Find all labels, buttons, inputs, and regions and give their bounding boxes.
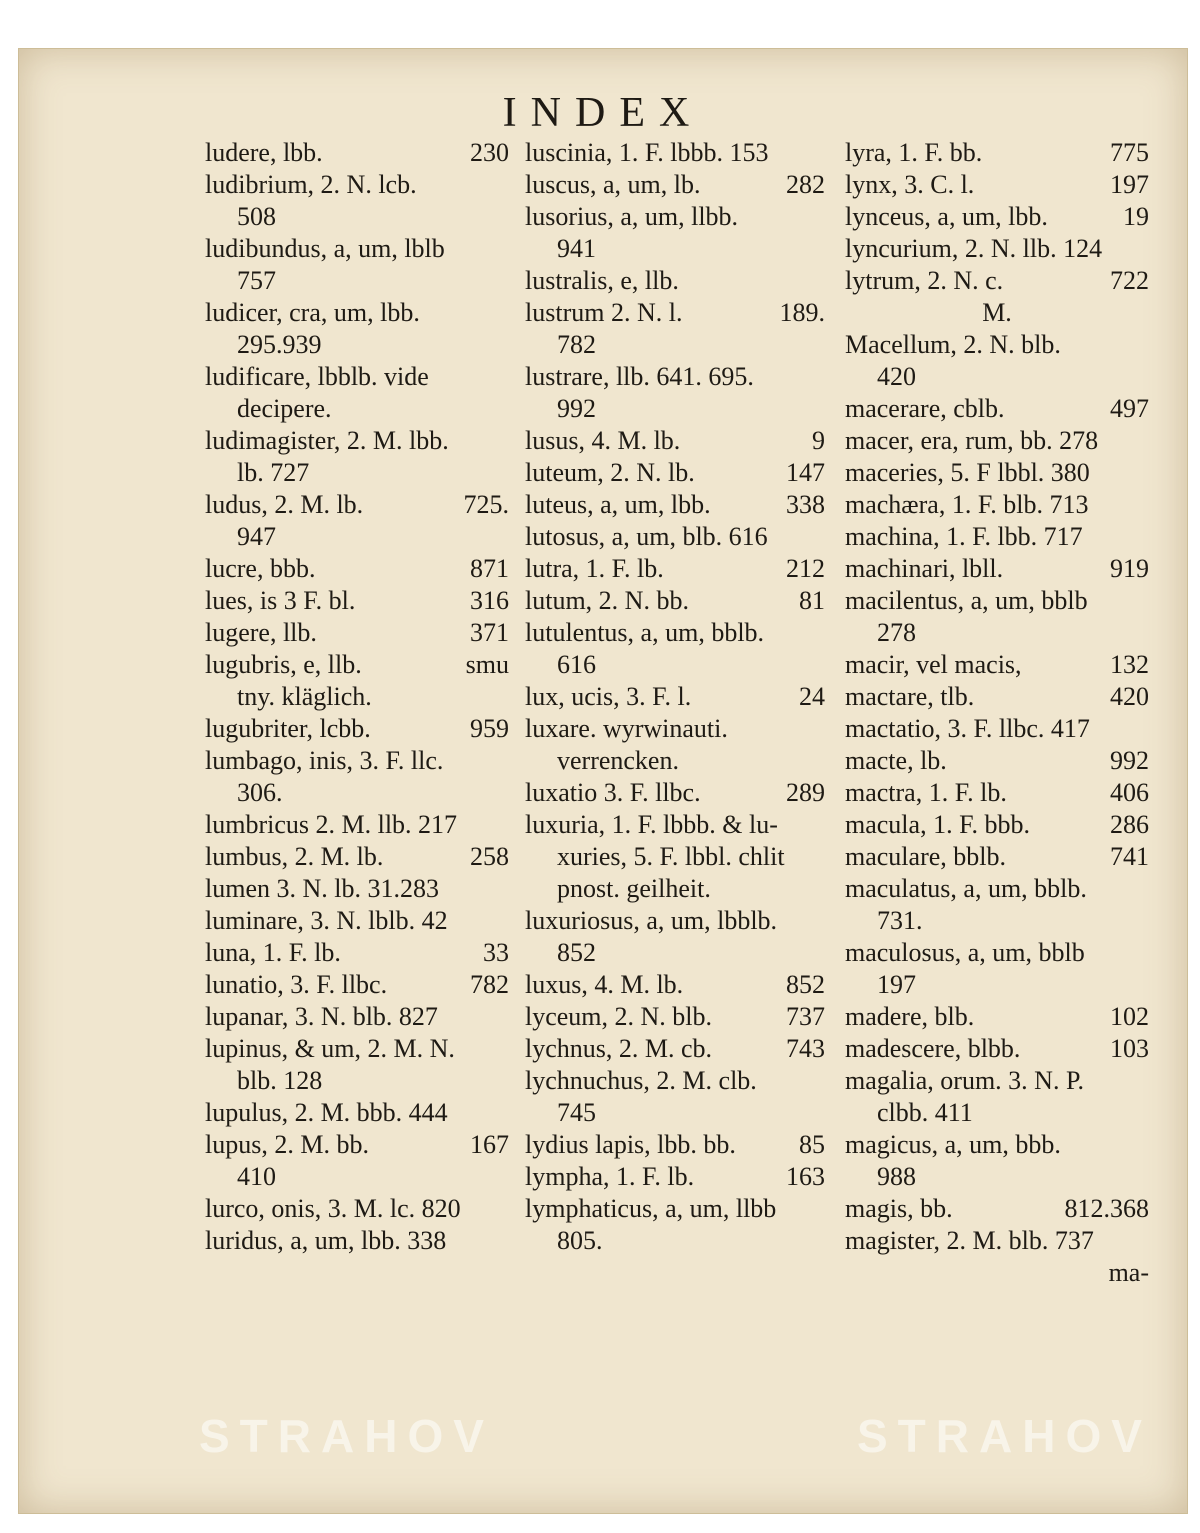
index-entry bbox=[525, 681, 825, 713]
index-entry bbox=[525, 425, 825, 457]
entry-page-number: 722 bbox=[1110, 266, 1149, 295]
index-entry bbox=[525, 1065, 825, 1097]
entry-page-number: 919 bbox=[1110, 554, 1149, 583]
entry-text: lusorius, a, um, llbb. bbox=[525, 202, 739, 231]
entry-text: magicus, a, um, bbb. bbox=[845, 1130, 1061, 1159]
watermark-left: STRAHOV bbox=[199, 1410, 494, 1462]
index-entry bbox=[205, 937, 509, 969]
entry-text: machæra, 1. F. blb. 713 bbox=[845, 490, 1089, 519]
entry-text: lumbus, 2. M. lb. bbox=[205, 842, 384, 871]
index-entry bbox=[525, 1097, 825, 1129]
entry-text: 197 bbox=[877, 970, 916, 999]
entry-text: ludibundus, a, um, lblb bbox=[205, 234, 445, 263]
index-entry bbox=[845, 297, 1149, 329]
entry-text: 947 bbox=[237, 522, 276, 551]
index-entry bbox=[525, 489, 825, 521]
entry-text: lutosus, a, um, blb. 616 bbox=[525, 522, 768, 551]
index-entry bbox=[845, 1129, 1149, 1161]
index-entry bbox=[525, 457, 825, 489]
entry-page-number: 420 bbox=[1110, 682, 1149, 711]
entry-page-number: 371 bbox=[470, 618, 509, 647]
book-page bbox=[18, 48, 1188, 1514]
entry-page-number: 812.368 bbox=[1064, 1194, 1149, 1223]
entry-text: luxare. wyrwinauti. bbox=[525, 714, 728, 743]
entry-text: maculatus, a, um, bblb. bbox=[845, 874, 1087, 903]
entry-text: lustrare, llb. 641. 695. bbox=[525, 362, 754, 391]
index-entry bbox=[845, 233, 1149, 265]
entry-page-number: 282 bbox=[786, 170, 825, 199]
entry-text: macula, 1. F. bbb. bbox=[845, 810, 1030, 839]
entry-page-number: 197 bbox=[1110, 170, 1149, 199]
entry-page-number: 871 bbox=[470, 554, 509, 583]
index-entry bbox=[525, 233, 825, 265]
index-entry bbox=[845, 585, 1149, 617]
index-entry bbox=[205, 1033, 509, 1065]
index-entry bbox=[205, 873, 509, 905]
entry-text: madescere, blbb. bbox=[845, 1034, 1021, 1063]
entry-text: lyncurium, 2. N. llb. 124 bbox=[845, 234, 1103, 263]
index-entry bbox=[205, 1129, 509, 1161]
index-entry bbox=[845, 809, 1149, 841]
entry-text: ludimagister, 2. M. lbb. bbox=[205, 426, 449, 455]
entry-text: ludicer, cra, um, lbb. bbox=[205, 298, 420, 327]
entry-page-number: 725. bbox=[463, 490, 509, 519]
entry-page-number: 163 bbox=[786, 1162, 825, 1191]
entry-text: lynceus, a, um, lbb. bbox=[845, 202, 1048, 231]
entry-page-number: 775 bbox=[1110, 138, 1149, 167]
entry-text: lympha, 1. F. lb. bbox=[525, 1162, 695, 1191]
index-entry bbox=[205, 297, 509, 329]
entry-text: ludibrium, 2. N. lcb. bbox=[205, 170, 417, 199]
index-entry bbox=[525, 329, 825, 361]
entry-text: lychnus, 2. M. cb. bbox=[525, 1034, 713, 1063]
index-entry bbox=[525, 297, 825, 329]
index-entry bbox=[845, 1225, 1149, 1257]
entry-page-number: 85 bbox=[799, 1130, 825, 1159]
index-entry bbox=[525, 1001, 825, 1033]
entry-text: lucre, bbb. bbox=[205, 554, 316, 583]
index-entry bbox=[525, 777, 825, 809]
index-entry bbox=[205, 233, 509, 265]
entry-page-number: 992 bbox=[1110, 746, 1149, 775]
entry-text: lupanar, 3. N. blb. 827 bbox=[205, 1002, 438, 1031]
index-entry bbox=[525, 521, 825, 553]
index-entry bbox=[205, 1193, 509, 1225]
index-entry bbox=[205, 361, 509, 393]
entry-page-number: 103 bbox=[1110, 1034, 1149, 1063]
index-entry bbox=[845, 1193, 1149, 1225]
index-entry bbox=[845, 1257, 1149, 1289]
index-entry bbox=[205, 1225, 509, 1257]
index-entry bbox=[845, 873, 1149, 905]
index-entry bbox=[845, 489, 1149, 521]
entry-page-number: 102 bbox=[1110, 1002, 1149, 1031]
index-entry bbox=[845, 937, 1149, 969]
entry-text: luxuria, 1. F. lbbb. & lu- bbox=[525, 810, 778, 839]
index-entry bbox=[525, 361, 825, 393]
index-entry bbox=[845, 265, 1149, 297]
entry-text: lumen 3. N. lb. 31.283 bbox=[205, 874, 439, 903]
entry-text: 508 bbox=[237, 202, 276, 231]
entry-text: macilentus, a, um, bblb bbox=[845, 586, 1088, 615]
entry-text: machinari, lbll. bbox=[845, 554, 1004, 583]
entry-text: macir, vel macis, bbox=[845, 650, 1022, 679]
entry-text: tny. kläglich. bbox=[237, 682, 372, 711]
entry-text: mactatio, 3. F. llbc. 417 bbox=[845, 714, 1090, 743]
entry-text: machina, 1. F. lbb. 717 bbox=[845, 522, 1083, 551]
entry-text: lumbago, inis, 3. F. llc. bbox=[205, 746, 444, 775]
index-entry bbox=[525, 937, 825, 969]
entry-text: 805. bbox=[557, 1226, 603, 1255]
index-entry bbox=[845, 905, 1149, 937]
index-entry bbox=[845, 425, 1149, 457]
entry-text: luridus, a, um, lbb. 338 bbox=[205, 1226, 447, 1255]
index-entry bbox=[845, 553, 1149, 585]
entry-text: magister, 2. M. blb. 737 bbox=[845, 1226, 1094, 1255]
entry-text: 616 bbox=[557, 650, 596, 679]
index-entry bbox=[525, 809, 825, 841]
entry-text: 306. bbox=[237, 778, 283, 807]
entry-text: lupus, 2. M. bb. bbox=[205, 1130, 369, 1159]
index-entry bbox=[845, 1001, 1149, 1033]
index-entry bbox=[205, 777, 509, 809]
entry-page-number: 9 bbox=[812, 426, 825, 455]
entry-page-number: 338 bbox=[786, 490, 825, 519]
entry-page-number: 959 bbox=[470, 714, 509, 743]
entry-text: Macellum, 2. N. blb. bbox=[845, 330, 1061, 359]
entry-page-number: 167 bbox=[470, 1130, 509, 1159]
index-entry bbox=[845, 745, 1149, 777]
index-entry bbox=[205, 1065, 509, 1097]
entry-text: lb. 727 bbox=[237, 458, 310, 487]
index-entry bbox=[205, 553, 509, 585]
index-entry bbox=[205, 585, 509, 617]
index-entry bbox=[845, 137, 1149, 169]
index-entry bbox=[525, 1193, 825, 1225]
entry-text: macer, era, rum, bb. 278 bbox=[845, 426, 1099, 455]
entry-page-number: 741 bbox=[1110, 842, 1149, 871]
index-entry bbox=[525, 553, 825, 585]
entry-text: maceries, 5. F lbbl. 380 bbox=[845, 458, 1090, 487]
entry-text: lux, ucis, 3. F. l. bbox=[525, 682, 692, 711]
index-entry bbox=[845, 713, 1149, 745]
entry-page-number: 497 bbox=[1110, 394, 1149, 423]
index-entry bbox=[205, 1001, 509, 1033]
index-entry bbox=[845, 969, 1149, 1001]
entry-text: luxuriosus, a, um, lbblb. bbox=[525, 906, 778, 935]
index-entry bbox=[525, 137, 825, 169]
entry-text: luxatio 3. F. llbc. bbox=[525, 778, 701, 807]
entry-text: lustralis, e, llb. bbox=[525, 266, 679, 295]
entry-text: lues, is 3 F. bl. bbox=[205, 586, 356, 615]
entry-text: macte, lb. bbox=[845, 746, 947, 775]
entry-text: lyra, 1. F. bb. bbox=[845, 138, 983, 167]
entry-text: lyceum, 2. N. blb. bbox=[525, 1002, 713, 1031]
entry-page-number: 19 bbox=[1123, 202, 1149, 231]
entry-page-number: 81 bbox=[799, 586, 825, 615]
entry-page-number: 24 bbox=[799, 682, 825, 711]
entry-text: madere, blb. bbox=[845, 1002, 975, 1031]
entry-page-number: 258 bbox=[470, 842, 509, 871]
entry-text: 295.939 bbox=[237, 330, 322, 359]
page-header: INDEX bbox=[502, 90, 704, 136]
entry-text: decipere. bbox=[237, 394, 332, 423]
entry-page-number: 316 bbox=[470, 586, 509, 615]
index-entry bbox=[525, 1225, 825, 1257]
entry-text: mactra, 1. F. lb. bbox=[845, 778, 1007, 807]
index-entry bbox=[845, 649, 1149, 681]
entry-text: 992 bbox=[557, 394, 596, 423]
index-entry bbox=[205, 265, 509, 297]
index-entry bbox=[525, 713, 825, 745]
index-entry bbox=[205, 201, 509, 233]
index-entry bbox=[525, 393, 825, 425]
entry-text: lustrum 2. N. l. bbox=[525, 298, 683, 327]
index-entry bbox=[525, 841, 825, 873]
entry-text: 988 bbox=[877, 1162, 916, 1191]
entry-text: 278 bbox=[877, 618, 916, 647]
index-entry bbox=[205, 169, 509, 201]
index-entry bbox=[845, 1161, 1149, 1193]
entry-text: luminare, 3. N. lblb. 42 bbox=[205, 906, 448, 935]
index-entry bbox=[205, 617, 509, 649]
entry-text: lugubris, e, llb. bbox=[205, 650, 362, 679]
entry-text: 941 bbox=[557, 234, 596, 263]
index-entry bbox=[525, 169, 825, 201]
index-entry bbox=[845, 169, 1149, 201]
entry-page-number: smu bbox=[465, 650, 509, 679]
index-entry bbox=[845, 457, 1149, 489]
index-entry bbox=[525, 649, 825, 681]
index-entry bbox=[205, 681, 509, 713]
index-entry bbox=[845, 393, 1149, 425]
index-entry bbox=[205, 329, 509, 361]
entry-text: lychnuchus, 2. M. clb. bbox=[525, 1066, 757, 1095]
index-entry bbox=[525, 873, 825, 905]
entry-page-number: 743 bbox=[786, 1034, 825, 1063]
index-entry bbox=[205, 745, 509, 777]
index-entry bbox=[525, 1161, 825, 1193]
entry-page-number: 406 bbox=[1110, 778, 1149, 807]
index-entry bbox=[205, 649, 509, 681]
index-entry bbox=[205, 137, 509, 169]
index-entry bbox=[845, 681, 1149, 713]
entry-text: blb. 128 bbox=[237, 1066, 323, 1095]
index-entry bbox=[525, 1129, 825, 1161]
entry-text: ludus, 2. M. lb. bbox=[205, 490, 364, 519]
index-entry bbox=[845, 1097, 1149, 1129]
entry-page-number: 230 bbox=[470, 138, 509, 167]
entry-page-number: 189. bbox=[779, 298, 825, 327]
index-entry bbox=[205, 841, 509, 873]
entry-text: lunatio, 3. F. llbc. bbox=[205, 970, 388, 999]
entry-text: 757 bbox=[237, 266, 276, 295]
index-entry bbox=[205, 969, 509, 1001]
entry-page-number: 289 bbox=[786, 778, 825, 807]
entry-text: 782 bbox=[557, 330, 596, 359]
entry-text: 745 bbox=[557, 1098, 596, 1127]
index-entry bbox=[845, 1033, 1149, 1065]
entry-text: verrencken. bbox=[557, 746, 679, 775]
entry-text: lugere, llb. bbox=[205, 618, 317, 647]
entry-page-number: 852 bbox=[786, 970, 825, 999]
entry-text: maculosus, a, um, bblb bbox=[845, 938, 1085, 967]
entry-text: clbb. 411 bbox=[877, 1098, 973, 1127]
entry-text: lutum, 2. N. bb. bbox=[525, 586, 689, 615]
entry-text: xuries, 5. F. lbbl. chlit bbox=[557, 842, 785, 871]
index-entry bbox=[205, 521, 509, 553]
index-column-3 bbox=[845, 137, 1149, 1289]
index-entry bbox=[845, 521, 1149, 553]
index-entry bbox=[845, 841, 1149, 873]
index-entry bbox=[205, 809, 509, 841]
index-entry bbox=[205, 457, 509, 489]
index-entry bbox=[205, 489, 509, 521]
entry-text: luteus, a, um, lbb. bbox=[525, 490, 711, 519]
entry-text: ludere, lbb. bbox=[205, 138, 323, 167]
index-entry bbox=[845, 777, 1149, 809]
index-entry bbox=[525, 905, 825, 937]
entry-text: lusus, 4. M. lb. bbox=[525, 426, 681, 455]
index-entry bbox=[205, 713, 509, 745]
index-entry bbox=[205, 1097, 509, 1129]
index-entry bbox=[525, 1033, 825, 1065]
entry-text: lugubriter, lcbb. bbox=[205, 714, 371, 743]
entry-text: lytrum, 2. N. c. bbox=[845, 266, 1004, 295]
index-entry bbox=[205, 905, 509, 937]
index-column-1 bbox=[205, 137, 509, 1257]
entry-text: lynx, 3. C. l. bbox=[845, 170, 975, 199]
index-entry bbox=[845, 617, 1149, 649]
index-entry bbox=[525, 585, 825, 617]
entry-page-number: 737 bbox=[786, 1002, 825, 1031]
entry-text: macerare, cblb. bbox=[845, 394, 1005, 423]
entry-text: ludificare, lbblb. vide bbox=[205, 362, 429, 391]
entry-text: pnost. geilheit. bbox=[557, 874, 711, 903]
index-entry bbox=[845, 361, 1149, 393]
index-column-2 bbox=[525, 137, 825, 1257]
entry-text: luxus, 4. M. lb. bbox=[525, 970, 684, 999]
entry-text: luteum, 2. N. lb. bbox=[525, 458, 695, 487]
index-entry bbox=[205, 1161, 509, 1193]
entry-text: maculare, bblb. bbox=[845, 842, 1006, 871]
index-entry bbox=[525, 201, 825, 233]
entry-text: luscinia, 1. F. lbbb. 153 bbox=[525, 138, 769, 167]
entry-text: M. bbox=[982, 298, 1012, 327]
entry-page-number: 212 bbox=[786, 554, 825, 583]
entry-page-number: 782 bbox=[470, 970, 509, 999]
entry-text: lydius lapis, lbb. bb. bbox=[525, 1130, 736, 1159]
entry-page-number: 286 bbox=[1110, 810, 1149, 839]
index-entry bbox=[205, 425, 509, 457]
index-entry bbox=[845, 329, 1149, 361]
entry-text: 420 bbox=[877, 362, 916, 391]
entry-text: 731. bbox=[877, 906, 923, 935]
index-entry bbox=[525, 969, 825, 1001]
index-entry bbox=[845, 201, 1149, 233]
entry-text: lymphaticus, a, um, llbb bbox=[525, 1194, 777, 1223]
entry-page-number: 132 bbox=[1110, 650, 1149, 679]
entry-page-number: 33 bbox=[483, 938, 509, 967]
entry-text: lutra, 1. F. lb. bbox=[525, 554, 664, 583]
index-entry bbox=[525, 265, 825, 297]
entry-page-number: 147 bbox=[786, 458, 825, 487]
entry-text: 852 bbox=[557, 938, 596, 967]
entry-text: ma- bbox=[1108, 1258, 1149, 1287]
entry-text: mactare, tlb. bbox=[845, 682, 975, 711]
entry-text: magalia, orum. 3. N. P. bbox=[845, 1066, 1085, 1095]
index-entry bbox=[205, 393, 509, 425]
entry-text: lurco, onis, 3. M. lc. 820 bbox=[205, 1194, 461, 1223]
entry-text: lumbricus 2. M. llb. 217 bbox=[205, 810, 458, 839]
entry-text: lupulus, 2. M. bbb. 444 bbox=[205, 1098, 448, 1127]
entry-text: lupinus, & um, 2. M. N. bbox=[205, 1034, 455, 1063]
index-entry bbox=[845, 1065, 1149, 1097]
index-entry bbox=[525, 745, 825, 777]
watermark-right: STRAHOV bbox=[857, 1410, 1152, 1462]
entry-text: lutulentus, a, um, bblb. bbox=[525, 618, 765, 647]
entry-text: magis, bb. bbox=[845, 1194, 953, 1223]
entry-text: luscus, a, um, lb. bbox=[525, 170, 701, 199]
entry-text: luna, 1. F. lb. bbox=[205, 938, 341, 967]
entry-text: 410 bbox=[237, 1162, 276, 1191]
index-entry bbox=[525, 617, 825, 649]
